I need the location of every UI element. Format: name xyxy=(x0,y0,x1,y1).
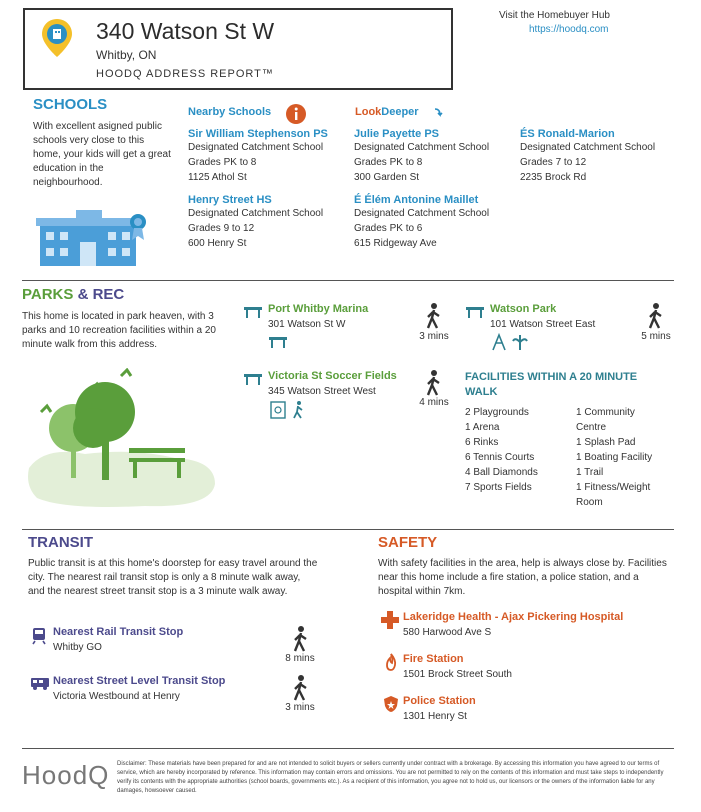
park-address: 345 Watson Street West xyxy=(268,386,376,397)
school-grades: Grades 9 to 12 xyxy=(188,223,255,234)
park-name[interactable]: Victoria St Soccer Fields xyxy=(268,370,397,382)
walk-time: 3 mins xyxy=(285,702,315,713)
school-address: 2235 Brock Rd xyxy=(520,172,587,183)
school-grades: Grades PK to 8 xyxy=(188,157,257,168)
facilities-title xyxy=(465,370,637,400)
park-name[interactable]: Watson Park xyxy=(490,303,557,315)
park-illustration-icon xyxy=(25,368,219,510)
school-type: Designated Catchment School xyxy=(354,142,490,153)
facilities-right-list xyxy=(576,405,652,510)
school-item[interactable] xyxy=(520,128,655,185)
walking-person-icon xyxy=(647,303,665,329)
school-item[interactable] xyxy=(188,128,328,185)
street-transit-label[interactable]: Nearest Street Level Transit Stop xyxy=(53,675,226,687)
transit-description: Public transit is at this home's doorstep for easy travel around the city. The nearest rail transit stop is only a 8 minute walk away, and the nearest street transit stop is a 3 minute walk away. xyxy=(28,558,318,597)
facility-item: 1 Community xyxy=(576,407,635,418)
parks-title-a: PARKS xyxy=(22,286,74,303)
walk-time: 5 mins xyxy=(641,331,671,342)
facilities-left-list xyxy=(465,405,538,495)
school-type: Designated Catchment School xyxy=(354,208,490,219)
running-person-icon xyxy=(292,401,304,419)
fire-station-name[interactable]: Fire Station xyxy=(403,653,464,665)
school-type: Designated Catchment School xyxy=(188,142,324,153)
lookdeeper-deeper: Deeper xyxy=(381,106,419,118)
school-item[interactable] xyxy=(354,128,489,185)
hospital-address: 580 Harwood Ave S xyxy=(403,627,492,638)
schools-description: With excellent asigned public schools very close to this home, your kids will get a great education in the neighbourhood. xyxy=(33,121,171,188)
dock-icon xyxy=(466,305,484,319)
lookdeeper-look: Look xyxy=(355,106,382,118)
bus-icon xyxy=(30,677,50,691)
school-name: Julie Payette PS xyxy=(354,128,439,140)
address-title: 340 Watson St W xyxy=(96,18,275,44)
transit-title: TRANSIT xyxy=(28,534,93,551)
lookdeeper-logo[interactable] xyxy=(355,106,419,118)
city-label: Whitby, ON xyxy=(96,48,157,62)
safety-title: SAFETY xyxy=(378,534,438,551)
police-station-name[interactable]: Police Station xyxy=(403,695,476,707)
dock-icon xyxy=(244,372,262,386)
school-item[interactable] xyxy=(188,194,323,251)
facility-item: 7 Sports Fields xyxy=(465,482,532,493)
park-address: 301 Watson St W xyxy=(268,319,346,330)
walk-time: 4 mins xyxy=(419,397,449,408)
park-address: 101 Watson Street East xyxy=(490,319,596,330)
train-icon xyxy=(31,627,47,645)
arrow-down-icon xyxy=(432,108,444,120)
school-name: É Élém Antonine Maillet xyxy=(354,194,479,206)
playground-icon xyxy=(491,333,507,351)
disclaimer-text: Disclaimer: These materials have been prepared for and are not intended to solicit buyers or sellers currently under contract with a brokerage. By accessing this information you have agreed to our terms of service, which are hereby incorporated by reference. This information may contain errors and omissions. You are not permitted to rely on the contents of this information and must take steps to independently verify its contents with the appropriate authorities (school boards, governments etc.). As a recipient of this information, you agree not to hold us, our licensors or the owners of the information liable for any damages, howsoever caused. xyxy=(117,761,664,794)
walking-person-icon xyxy=(425,303,443,329)
hub-label: Visit the Homebuyer Hub xyxy=(499,10,610,21)
schools-title: SCHOOLS xyxy=(33,96,108,113)
street-transit-stop: Victoria Westbound at Henry xyxy=(53,691,180,702)
facility-item: 1 Boating Facility xyxy=(576,452,653,463)
facility-item: Room xyxy=(576,497,603,508)
walking-person-icon xyxy=(425,370,443,396)
school-type: Designated Catchment School xyxy=(188,208,324,219)
report-label: HOODQ ADDRESS REPORT™ xyxy=(96,68,274,80)
walking-person-icon xyxy=(292,675,310,701)
facility-item: Centre xyxy=(576,422,607,433)
school-address: 300 Garden St xyxy=(354,172,420,183)
parks-title-b: & REC xyxy=(77,286,125,303)
dock-icon xyxy=(244,305,262,319)
facility-item: 1 Trail xyxy=(576,467,604,478)
facility-item: 1 Fitness/Weight xyxy=(576,482,651,493)
fire-station-address: 1501 Brock Street South xyxy=(403,669,512,680)
school-grades: Grades PK to 6 xyxy=(354,223,423,234)
school-grades: Grades PK to 8 xyxy=(354,157,423,168)
nearby-schools-label: Nearby Schools xyxy=(188,106,272,118)
info-icon[interactable] xyxy=(285,103,307,125)
school-address: 615 Ridgeway Ave xyxy=(354,238,437,249)
divider xyxy=(22,280,674,281)
parks-title xyxy=(22,286,124,303)
facility-item: 6 Tennis Courts xyxy=(465,452,535,463)
parks-description: This home is located in park heaven, with 3 parks and 10 recreation facilities within a 20 minute walk from this address. xyxy=(22,311,216,350)
school-type: Designated Catchment School xyxy=(520,142,656,153)
hospital-name[interactable]: Lakeridge Health - Ajax Pickering Hospital xyxy=(403,611,624,623)
hospital-cross-icon xyxy=(381,611,399,629)
school-grades: Grades 7 to 12 xyxy=(520,157,587,168)
facility-item: 4 Ball Diamonds xyxy=(465,467,538,478)
map-pin-icon xyxy=(40,17,74,59)
rail-transit-stop: Whitby GO xyxy=(53,642,102,653)
school-name: Henry Street HS xyxy=(188,194,272,206)
hub-link[interactable]: https://hoodq.com xyxy=(529,24,609,35)
police-station-address: 1301 Henry St xyxy=(403,711,467,722)
dock-icon xyxy=(269,335,287,349)
police-badge-icon xyxy=(383,695,399,713)
facility-item: 1 Splash Pad xyxy=(576,437,636,448)
rail-transit-label[interactable]: Nearest Rail Transit Stop xyxy=(53,626,184,638)
facilities-title-line2: WALK xyxy=(465,386,498,398)
divider xyxy=(22,529,674,530)
school-item[interactable] xyxy=(354,194,489,251)
safety-description: With safety facilities in the area, help is always close by. Facilities near this home include a fire station, a police station, and a hospital within 7km. xyxy=(378,558,667,597)
fire-icon xyxy=(384,653,398,671)
facility-item: 6 Rinks xyxy=(465,437,499,448)
splash-icon xyxy=(511,333,529,351)
park-name[interactable]: Port Whitby Marina xyxy=(268,303,369,315)
school-name: Sir William Stephenson PS xyxy=(188,128,328,140)
divider xyxy=(22,748,674,749)
walk-time: 8 mins xyxy=(285,653,315,664)
school-building-icon xyxy=(36,208,152,268)
school-address: 600 Henry St xyxy=(188,238,247,249)
school-address: 1125 Athol St xyxy=(188,172,247,183)
soccer-field-icon xyxy=(270,401,286,419)
facility-item: 2 Playgrounds xyxy=(465,407,529,418)
walk-time: 3 mins xyxy=(419,331,449,342)
facility-item: 1 Arena xyxy=(465,422,500,433)
hoodq-logo[interactable]: HoodQ xyxy=(22,760,110,790)
school-name: ÉS Ronald-Marion xyxy=(520,128,615,140)
facilities-title-line1: FACILITIES WITHIN A 20 MINUTE xyxy=(465,371,638,383)
walking-person-icon xyxy=(292,626,310,652)
